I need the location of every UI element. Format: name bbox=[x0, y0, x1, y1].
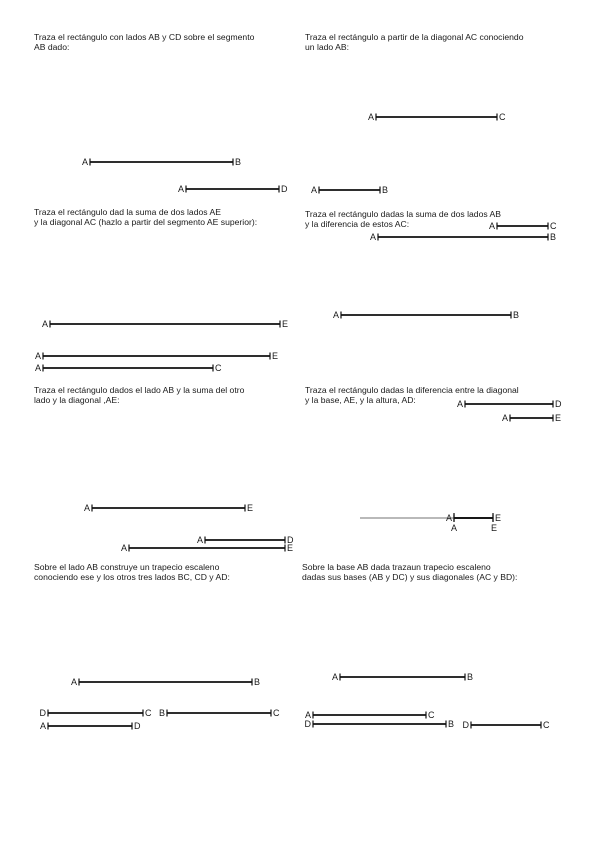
segment-label-left: A bbox=[331, 672, 338, 683]
exercise-6-text: Traza el rectángulo dadas la diferencia entre la diagonal y la base, AE, y la altura, AD: bbox=[305, 385, 519, 405]
exercise-4-text: Traza el rectángulo dadas la suma de dos lados AB y la diferencia de estos AC: bbox=[305, 209, 502, 229]
exercise-5-text: Traza el rectángulo dados el lado AB y la suma del otro lado y la diagonal ,AE: bbox=[34, 385, 245, 405]
segment-label-right: E bbox=[287, 543, 294, 554]
segment-label-right: B bbox=[235, 157, 242, 168]
ray-figure bbox=[360, 513, 497, 533]
segment-label-right: B bbox=[550, 232, 557, 243]
segment-label-left: A bbox=[456, 399, 463, 410]
segment-label-right: E bbox=[282, 319, 289, 330]
segment-label-right: D bbox=[555, 399, 562, 410]
segment-label-right: E bbox=[272, 351, 279, 362]
segment-label-left: B bbox=[158, 708, 165, 719]
exercise-1-text: Traza el rectángulo con lados AB y CD sobre el segmento AB dado: bbox=[34, 32, 255, 52]
exercise-7-text: Sobre el lado AB construye un trapecio escaleno conociendo ese y los otros tres lados BC, CD y AD: bbox=[34, 562, 230, 582]
segment-label-left: D bbox=[39, 708, 46, 719]
segment bbox=[370, 232, 556, 242]
segment-label-right: E bbox=[247, 503, 254, 514]
segment bbox=[35, 351, 278, 361]
segment-label-left: A bbox=[34, 351, 41, 362]
segment-label-left: A bbox=[367, 112, 374, 123]
segment-label-right: C bbox=[273, 708, 280, 719]
segment bbox=[305, 719, 455, 729]
segment-label-left: D bbox=[304, 719, 311, 730]
segment bbox=[84, 503, 253, 513]
segment-label-right: C bbox=[499, 112, 506, 123]
segment bbox=[489, 221, 557, 231]
segment-label-right: E bbox=[555, 413, 562, 424]
segment-label-right: B bbox=[467, 672, 474, 683]
exercise-2-text: Traza el rectángulo a partir de la diagonal AC conociendo un lado AB: bbox=[305, 32, 524, 52]
segment bbox=[40, 708, 153, 718]
segment-label-right: E bbox=[490, 523, 498, 533]
segment-label-left: A bbox=[81, 157, 88, 168]
segment bbox=[82, 157, 241, 167]
segment bbox=[71, 677, 260, 687]
segment-label-left: A bbox=[196, 535, 203, 546]
segment-label-left: A bbox=[177, 184, 184, 195]
segment bbox=[40, 721, 141, 731]
segment-label-right: D bbox=[287, 535, 294, 546]
segment bbox=[178, 184, 288, 194]
segment-label-right: D bbox=[281, 184, 288, 195]
segment bbox=[333, 310, 519, 320]
segment bbox=[457, 399, 562, 409]
segment-label-left: A bbox=[34, 363, 41, 374]
segment-label-left: D bbox=[462, 720, 469, 731]
segment bbox=[463, 720, 551, 730]
segment-label-left: A bbox=[445, 513, 452, 524]
segment bbox=[121, 543, 293, 553]
segment-label-left: A bbox=[41, 319, 48, 330]
segment-label-left: A bbox=[304, 710, 311, 721]
segment bbox=[311, 185, 388, 195]
segment-label-left: A bbox=[450, 523, 458, 533]
segment-label-left: A bbox=[39, 721, 46, 732]
segment-label-right: C bbox=[215, 363, 222, 374]
segment-label-right: C bbox=[550, 221, 557, 232]
segment bbox=[35, 363, 222, 373]
exercise-3-text: Traza el rectángulo dad la suma de dos lados AE y la diagonal AC (hazlo a partir del segmento AE superior): bbox=[34, 207, 258, 227]
segment-label-right: B bbox=[448, 719, 455, 730]
segment-label-left: A bbox=[369, 232, 376, 243]
segment-label-right: C bbox=[543, 720, 550, 731]
segment-label-left: A bbox=[488, 221, 495, 232]
segment bbox=[42, 319, 288, 329]
segment bbox=[159, 708, 280, 718]
segment-label-right: E bbox=[495, 513, 502, 524]
segment-label-right: B bbox=[513, 310, 520, 321]
segment-label-left: A bbox=[332, 310, 339, 321]
segment-label-right: D bbox=[134, 721, 141, 732]
segment bbox=[305, 710, 435, 720]
segment-label-left: A bbox=[310, 185, 317, 196]
segment-label-left: A bbox=[501, 413, 508, 424]
segment-label-right: C bbox=[145, 708, 152, 719]
segment-label-left: A bbox=[70, 677, 77, 688]
segment-label-right: C bbox=[428, 710, 435, 721]
segment bbox=[197, 535, 294, 545]
segment bbox=[368, 112, 506, 122]
segment-label-left: A bbox=[83, 503, 90, 514]
exercise-8-text: Sobre la base AB dada trazaun trapecio escaleno dadas sus bases (AB y DC) y sus diagonales (AC y BD): bbox=[302, 562, 518, 582]
segment-label-right: B bbox=[382, 185, 389, 196]
segment-label-left: A bbox=[120, 543, 127, 554]
segment bbox=[332, 672, 473, 682]
segment-label-right: B bbox=[254, 677, 261, 688]
segment bbox=[502, 413, 561, 423]
